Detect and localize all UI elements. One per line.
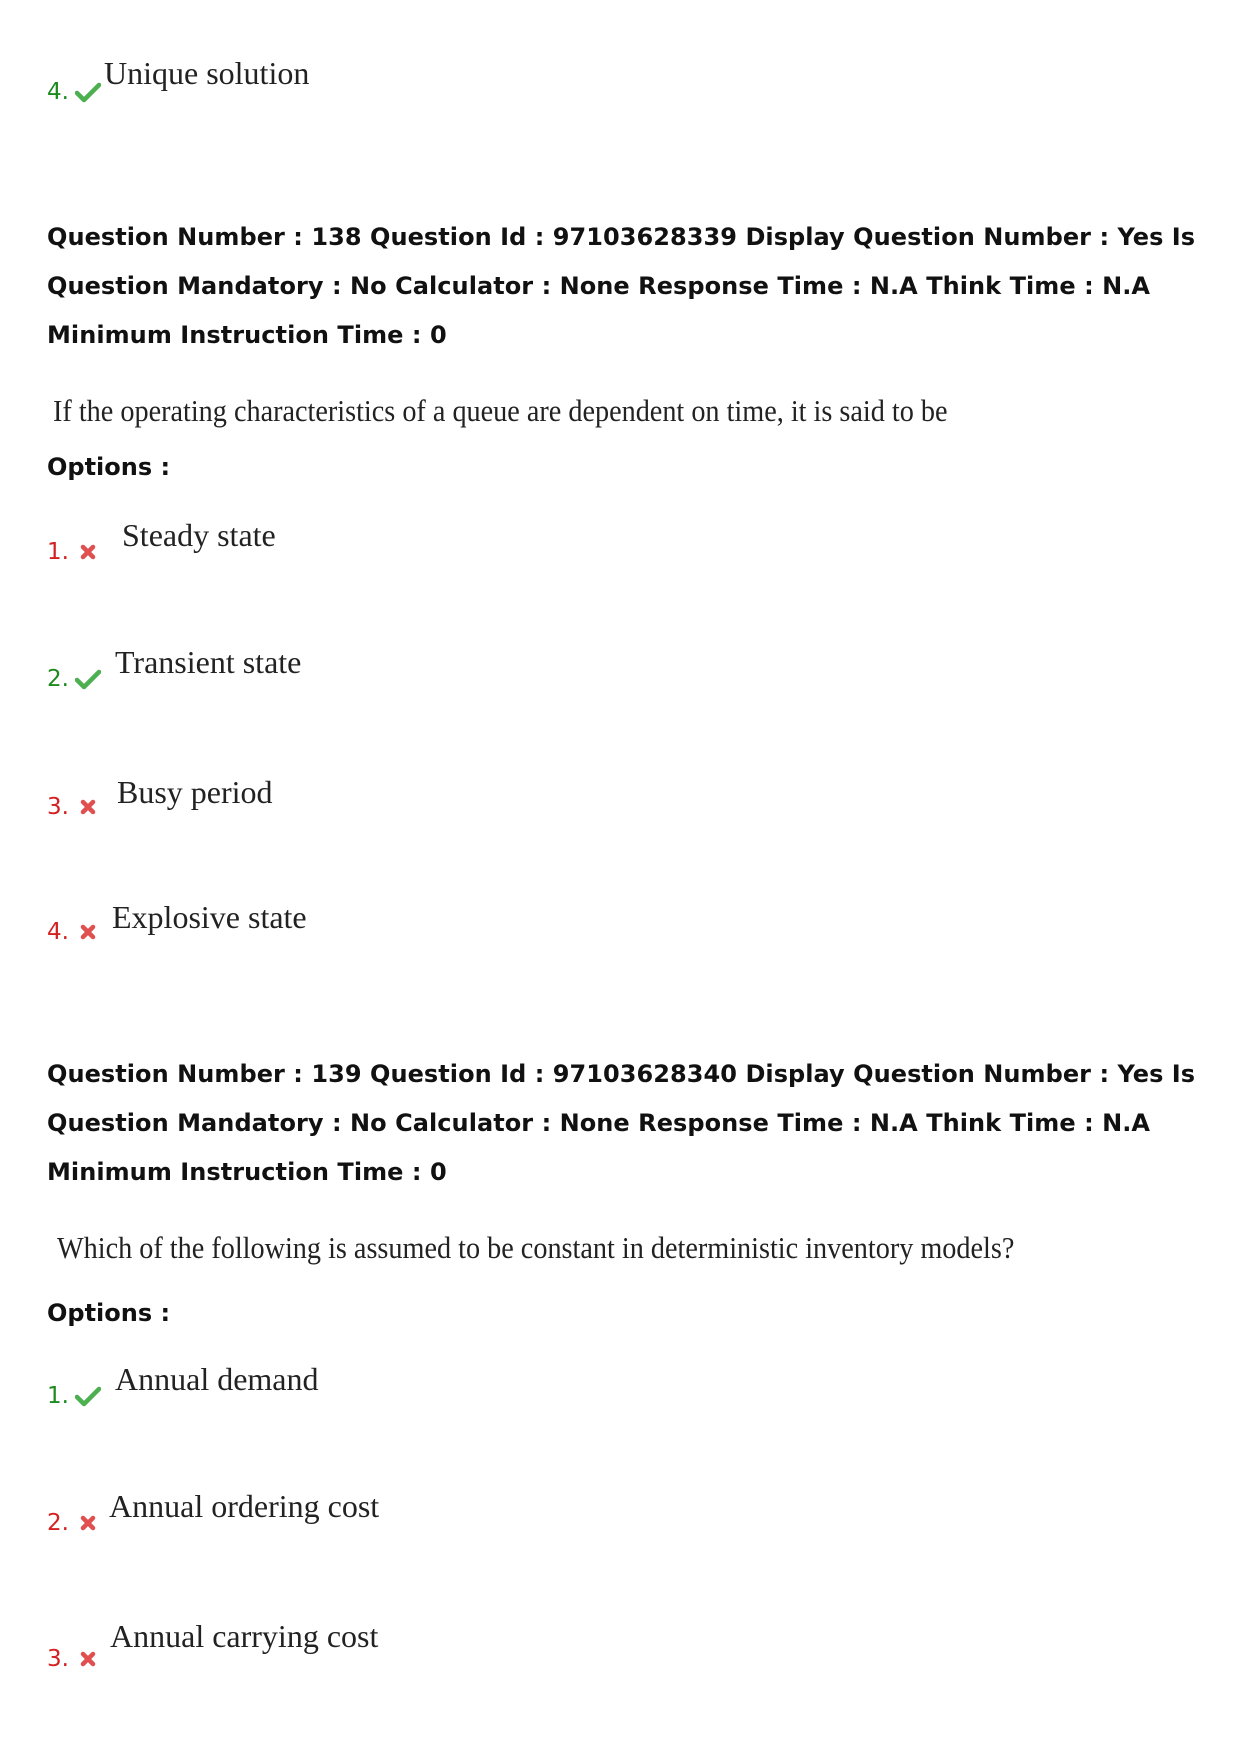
options-label: Options : bbox=[47, 453, 171, 481]
option-number: 1. bbox=[47, 1383, 69, 1409]
option-number: 4. bbox=[47, 919, 69, 945]
option-text: Steady state bbox=[122, 517, 276, 553]
option-text: Annual demand bbox=[115, 1361, 319, 1397]
check-icon bbox=[75, 668, 101, 690]
option-number: 1. bbox=[47, 539, 69, 565]
question-text: Which of the following is assumed to be constant in deterministic inventory models? bbox=[57, 1230, 1015, 1265]
question-meta: Question Number : 139 Question Id : 97103628340 Display Question Number : Yes Is Question Mandatory : No Calculator : None Response Time : N.A Think Time : N.A Minimum Instruction Time : 0 bbox=[47, 1060, 1196, 1186]
check-icon bbox=[75, 1385, 101, 1407]
cross-icon bbox=[75, 1648, 101, 1670]
option-text: Unique solution bbox=[104, 55, 310, 91]
cross-icon bbox=[75, 796, 101, 818]
option-text: Annual carrying cost bbox=[110, 1618, 379, 1654]
options-label: Options : bbox=[47, 1299, 171, 1327]
option-number: 3. bbox=[47, 794, 69, 820]
cross-icon bbox=[75, 1512, 101, 1534]
question-meta: Question Number : 138 Question Id : 97103628339 Display Question Number : Yes Is Question Mandatory : No Calculator : None Response Time : N.A Think Time : N.A Minimum Instruction Time : 0 bbox=[47, 223, 1196, 349]
option-number: 3. bbox=[47, 1646, 69, 1672]
option-text: Transient state bbox=[115, 644, 302, 680]
cross-icon bbox=[75, 921, 101, 943]
option-text: Annual ordering cost bbox=[109, 1488, 380, 1524]
question-text: If the operating characteristics of a queue are dependent on time, it is said to be bbox=[53, 393, 948, 428]
option-number: 4. bbox=[47, 79, 69, 105]
option-text: Explosive state bbox=[112, 899, 307, 935]
option-text: Busy period bbox=[117, 774, 273, 810]
cross-icon bbox=[75, 541, 101, 563]
option-number: 2. bbox=[47, 666, 69, 692]
option-number: 2. bbox=[47, 1510, 69, 1536]
check-icon bbox=[75, 81, 101, 103]
